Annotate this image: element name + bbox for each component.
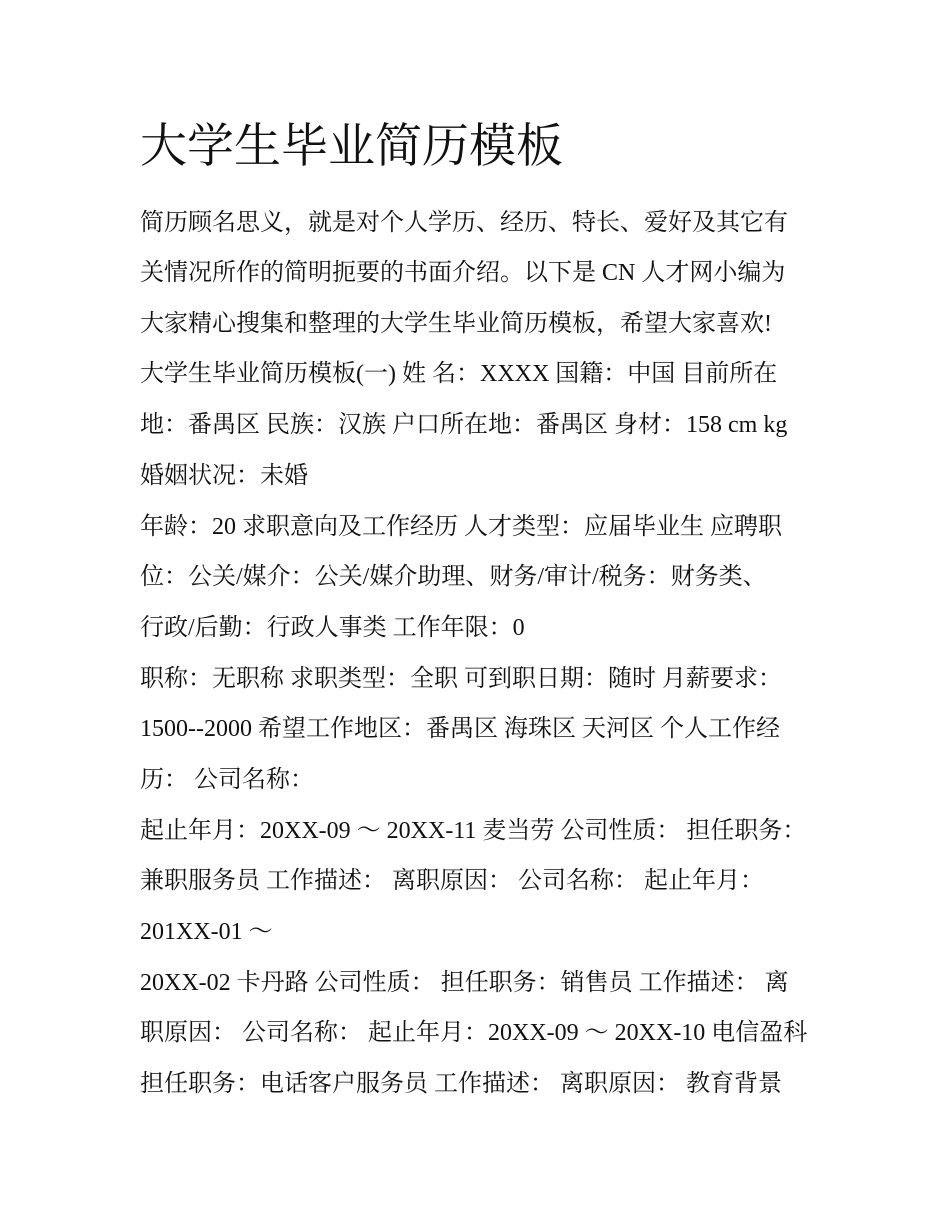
body-line: 大学生毕业简历模板(一) 姓 名：XXXX 国籍：中国 目前所在	[140, 361, 778, 387]
body-line: 职原因： 公司名称： 起止年月：20XX-09 ～ 20XX-10 电信盈科	[140, 1020, 808, 1046]
body-line: 大家精心搜集和整理的大学生毕业简历模板，希望大家喜欢!	[140, 311, 772, 337]
body-line: 简历顾名思义，就是对个人学历、经历、特长、爱好及其它有	[140, 210, 788, 236]
body-line: 关情况所作的简明扼要的书面介绍。以下是 CN 人才网小编为	[140, 260, 786, 286]
body-line: 1500--2000 希望工作地区：番禺区 海珠区 天河区 个人工作经	[140, 716, 780, 742]
body-line: 行政/后勤：行政人事类 工作年限：0	[140, 615, 525, 641]
body-line: 起止年月：20XX-09 ～ 20XX-11 麦当劳 公司性质： 担任职务：	[140, 818, 807, 844]
body-line: 兼职服务员 工作描述： 离职原因： 公司名称： 起止年月：	[140, 868, 764, 894]
body-line: 位：公关/媒介：公关/媒介助理、财务/审计/税务：财务类、	[140, 564, 767, 590]
body-line: 担任职务：电话客户服务员 工作描述： 离职原因： 教育背景	[140, 1071, 782, 1097]
body-line: 201XX-01 ～	[140, 919, 273, 945]
body-line: 职称：无职称 求职类型：全职 可到职日期：随时 月薪要求：	[140, 666, 782, 692]
body-line: 历： 公司名称：	[140, 767, 314, 793]
body-line: 年龄：20 求职意向及工作经历 人才类型：应届毕业生 应聘职	[140, 514, 782, 540]
body-line: 婚姻状况：未婚	[140, 463, 308, 489]
body-line: 20XX-02 卡丹路 公司性质： 担任职务：销售员 工作描述： 离	[140, 970, 789, 996]
document-title: 大学生毕业简历模板	[140, 119, 563, 174]
body-line: 地：番禺区 民族：汉族 户口所在地：番禺区 身材：158 cm kg	[140, 412, 788, 438]
